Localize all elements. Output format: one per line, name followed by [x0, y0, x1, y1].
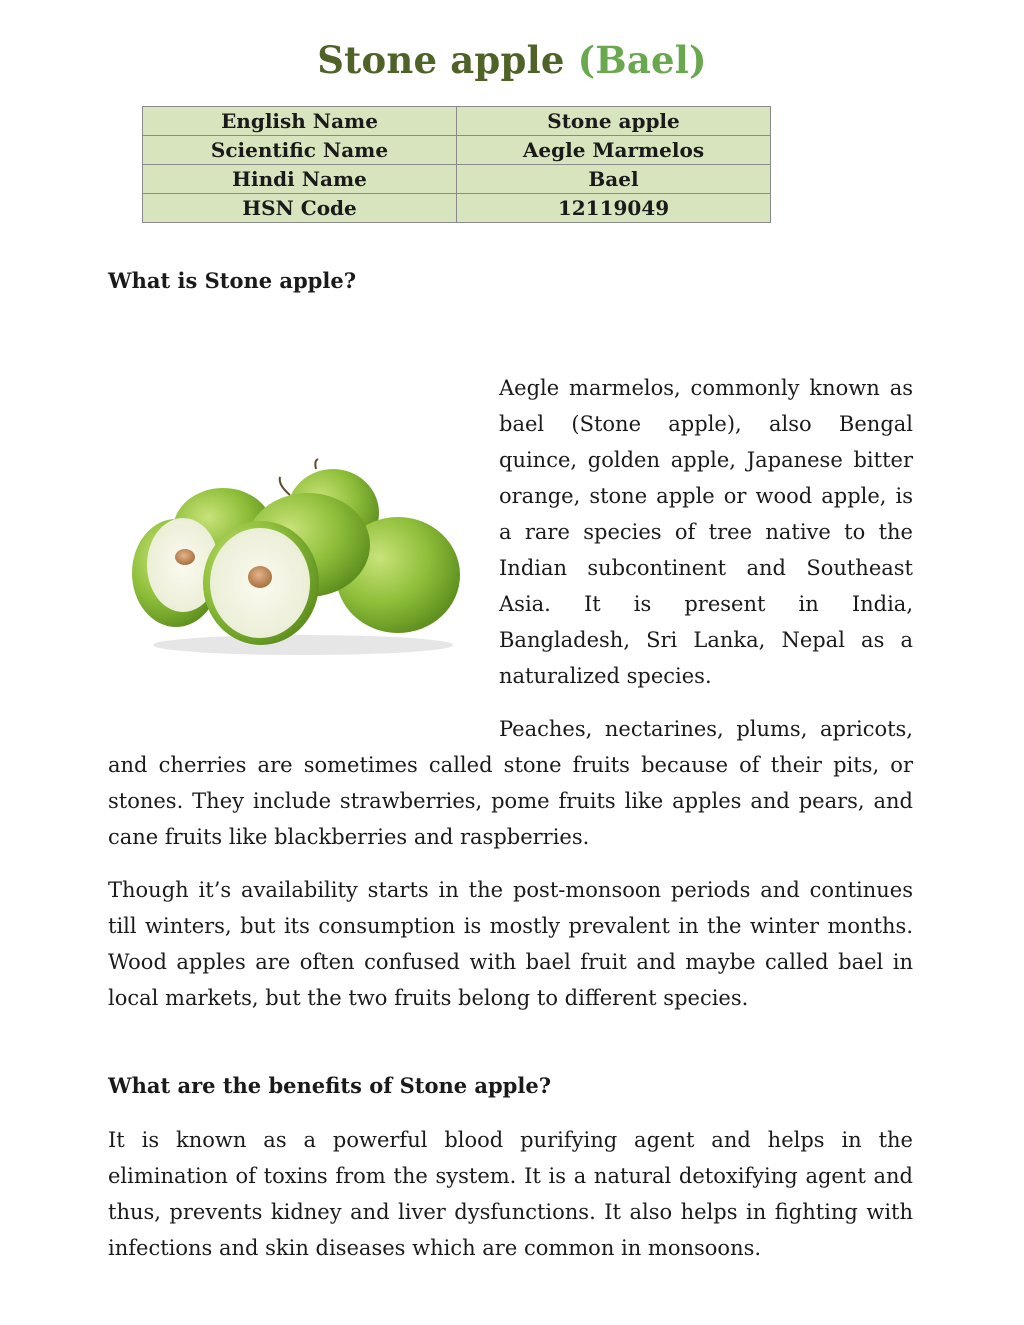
table-row	[143, 194, 771, 223]
heading-benefits: What are the benefits of Stone apple?	[108, 1073, 552, 1098]
paragraph-description: Aegle marmelos, commonly known as bael (Stone apple), also Bengal quince, golden apple, Japanese bitter orange, stone apple or wood apple, is a rare species of tree native to the Indian subcontinent and Southeast Asia. It is present in India, Bangladesh, Sri Lanka, Nepal as a naturalized species.	[499, 376, 913, 688]
table-row	[143, 107, 771, 136]
row-value: 12119049	[457, 194, 771, 223]
row-label: English Name	[143, 107, 457, 136]
row-label: Scientific Name	[143, 136, 457, 165]
row-label: Hindi Name	[143, 165, 457, 194]
table-row	[143, 136, 771, 165]
info-table	[142, 106, 771, 223]
paragraph-benefits: It is known as a powerful blood purifying agent and helps in the elimination of toxins from the system. It is a natural detoxifying agent and thus, prevents kidney and liver dysfunctions. It also helps in fighting with infections and skin diseases which are common in monsoons.	[108, 1128, 913, 1260]
title-main: Stone apple	[317, 38, 565, 82]
row-value: Stone apple	[457, 107, 771, 136]
page-title	[0, 38, 1024, 82]
table-row	[143, 165, 771, 194]
row-label: HSN Code	[143, 194, 457, 223]
paragraph-stone-fruits: Peaches, nectarines, plums, apricots, and cherries are sometimes called stone fruits because of their pits, or stones. They include strawberries, pome fruits like apples and pears, and cane fruits like blackberries and raspberries.	[108, 717, 913, 849]
paragraph-availability: Though it’s availability starts in the post-monsoon periods and continues till winters, but its consumption is mostly prevalent in the winter months. Wood apples are often confused with bael fruit and maybe called bael in local markets, but the two fruits belong to different species.	[108, 878, 913, 1010]
heading-what-is: What is Stone apple?	[108, 268, 357, 293]
row-value: Aegle Marmelos	[457, 136, 771, 165]
title-paren: (Bael)	[577, 38, 707, 82]
stone-apple-fruits-photo	[128, 455, 468, 655]
row-value: Bael	[457, 165, 771, 194]
